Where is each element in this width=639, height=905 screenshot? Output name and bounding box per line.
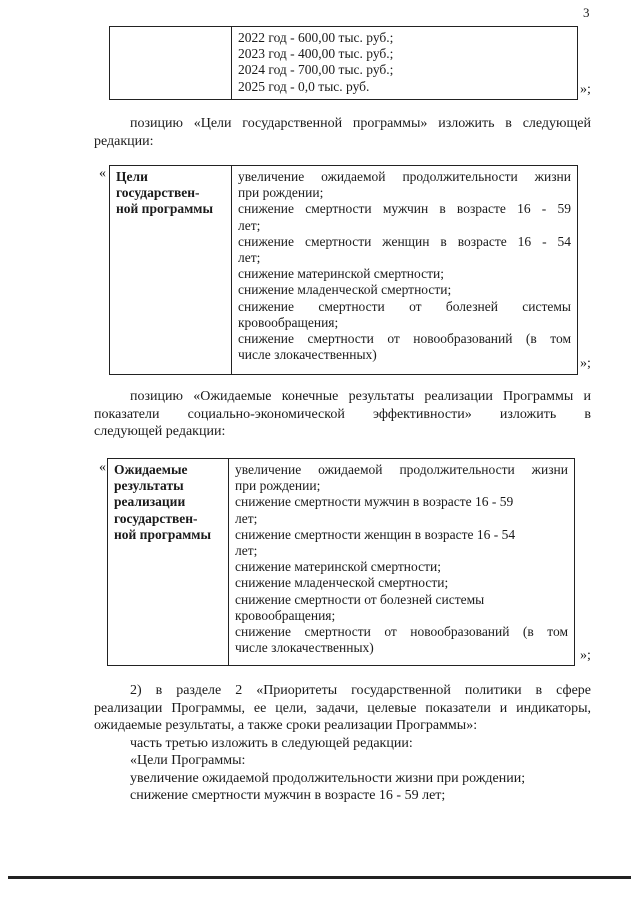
results-content-line: снижение смертности женщин в возрасте 16 - 54 bbox=[235, 526, 516, 542]
goals-intro-line: редакции: bbox=[94, 133, 154, 149]
goals-content-line: при рождении; bbox=[238, 185, 324, 201]
funding-close-quote: »; bbox=[580, 82, 591, 97]
goals-table-content-cell bbox=[232, 166, 577, 374]
goals-label-line: государствен- bbox=[116, 185, 200, 201]
goals-close-quote: »; bbox=[580, 356, 591, 371]
results-content-line: лет; bbox=[235, 510, 258, 526]
results-content-line: лет; bbox=[235, 543, 258, 559]
goals-open-quote: « bbox=[99, 166, 106, 181]
section2-line: реализации Программы, ее цели, задачи, целевые показатели и индикаторы, bbox=[94, 700, 591, 716]
section2-paragraph bbox=[94, 682, 591, 805]
results-label-line: результаты bbox=[114, 478, 184, 494]
funding-line: 2025 год - 0,0 тыс. руб. bbox=[238, 78, 370, 94]
goals-intro-line: позицию «Цели государственной программы» изложить в следующей bbox=[130, 116, 591, 131]
results-intro-line: следующей редакции: bbox=[94, 424, 226, 439]
results-table bbox=[107, 458, 575, 666]
funding-table-right-cell bbox=[232, 27, 393, 99]
section2-line: часть третью изложить в следующей редакции: bbox=[130, 735, 413, 751]
page-number: 3 bbox=[583, 5, 590, 20]
results-content-line: при рождении; bbox=[235, 478, 321, 494]
results-intro-line: показатели социально-экономической эффективности» изложить в bbox=[94, 406, 591, 422]
goals-content-line: снижение смертности от новообразований (в том bbox=[238, 331, 571, 347]
goals-content-line: увеличение ожидаемой продолжительности жизни bbox=[238, 169, 571, 184]
results-content-line: кровообращения; bbox=[235, 607, 336, 623]
results-label-line: реализации bbox=[114, 494, 186, 510]
goals-content-line: кровообращения; bbox=[238, 314, 339, 330]
section2-line: ожидаемые результаты, а также сроки реализации Программы»: bbox=[94, 718, 478, 733]
goals-table-label-cell bbox=[110, 166, 232, 374]
results-label-line: ной программы bbox=[114, 526, 212, 542]
results-label-line: Ожидаемые bbox=[114, 462, 188, 477]
results-content-line: снижение смертности от болезней системы bbox=[235, 591, 485, 607]
goals-intro-paragraph bbox=[94, 115, 591, 150]
goals-label-line: Цели bbox=[116, 169, 148, 184]
goals-content-line: снижение материнской смертности; bbox=[238, 266, 444, 282]
results-content-line: снижение младенческой смертности; bbox=[235, 575, 449, 591]
results-content-line: увеличение ожидаемой продолжительности жизни bbox=[235, 462, 568, 477]
goals-content-line: снижение смертности женщин в возрасте 16 - 54 bbox=[238, 233, 571, 249]
results-open-quote: « bbox=[99, 460, 106, 475]
funding-table-left-cell bbox=[110, 27, 232, 99]
results-intro-line: позицию «Ожидаемые конечные результаты реализации Программы и bbox=[130, 389, 591, 404]
results-content-line: числе злокачественных) bbox=[235, 640, 374, 656]
section2-line: снижение смертности мужчин в возрасте 16 - 59 лет; bbox=[130, 788, 446, 803]
goals-content-line: снижение смертности от болезней системы bbox=[238, 298, 571, 314]
goals-label-line: ной программы bbox=[116, 201, 214, 217]
funding-table bbox=[109, 26, 578, 100]
results-content-line: снижение смертности мужчин в возрасте 16 - 59 bbox=[235, 494, 514, 510]
goals-content-line: лет; bbox=[238, 250, 261, 266]
results-intro-paragraph bbox=[94, 388, 591, 441]
goals-content-line: лет; bbox=[238, 217, 261, 233]
goals-content-line: числе злокачественных) bbox=[238, 347, 377, 363]
results-close-quote: »; bbox=[580, 648, 591, 663]
section2-line: 2) в разделе 2 «Приоритеты государственной политики в сфере bbox=[130, 683, 591, 698]
section2-line: увеличение ожидаемой продолжительности жизни при рождении; bbox=[130, 770, 526, 786]
goals-content-line: снижение младенческой смертности; bbox=[238, 282, 452, 298]
funding-line: 2023 год - 400,00 тыс. руб.; bbox=[238, 46, 394, 62]
goals-table bbox=[109, 165, 578, 375]
results-table-content-cell bbox=[229, 459, 574, 665]
goals-content-line: снижение смертности мужчин в возрасте 16 - 59 bbox=[238, 201, 571, 217]
page-bottom-rule bbox=[8, 876, 631, 879]
results-label-line: государствен- bbox=[114, 510, 198, 526]
section2-line: «Цели Программы: bbox=[130, 753, 246, 768]
results-content-line: снижение материнской смертности; bbox=[235, 559, 441, 575]
funding-line: 2022 год - 600,00 тыс. руб.; bbox=[238, 30, 394, 45]
results-table-label-cell bbox=[108, 459, 229, 665]
results-content-line: снижение смертности от новообразований (в том bbox=[235, 624, 568, 640]
funding-line: 2024 год - 700,00 тыс. руб.; bbox=[238, 62, 394, 78]
